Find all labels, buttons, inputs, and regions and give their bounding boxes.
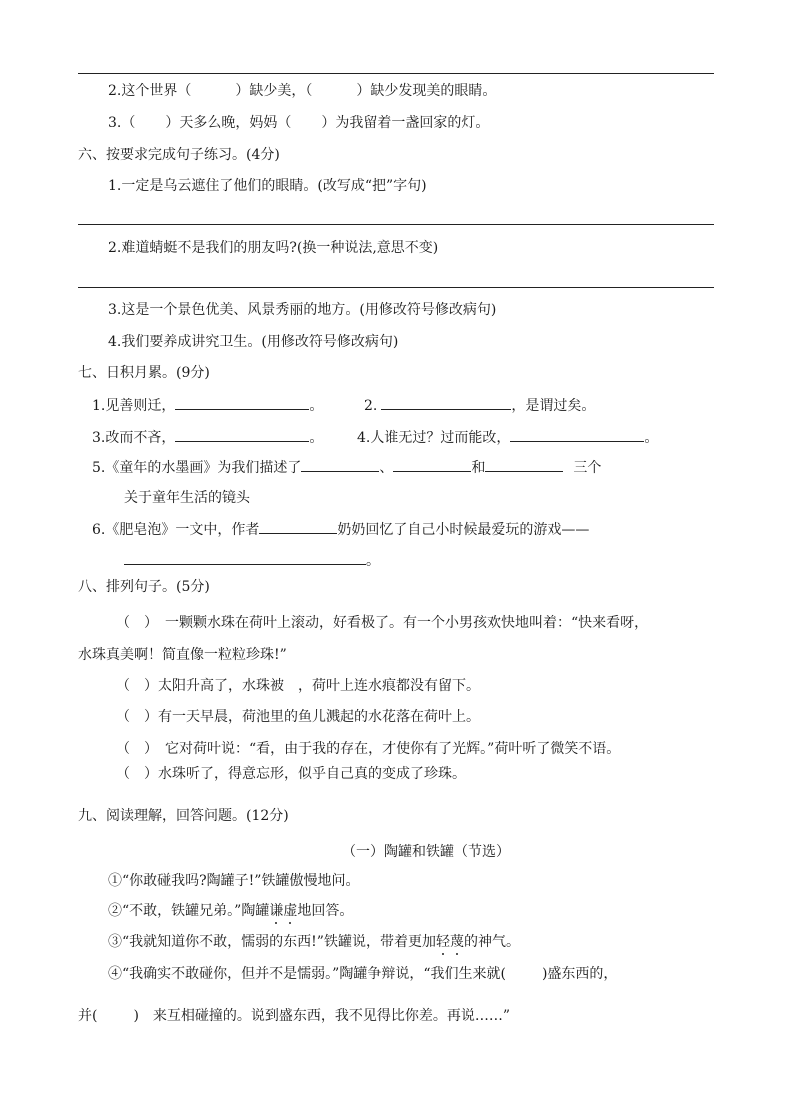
- section8-title: 八、排列句子。(5分): [78, 579, 210, 595]
- section7-q5: 5.《童年的水墨画》为我们描述了 、 和 三个: [92, 457, 601, 478]
- answer-line-q1[interactable]: [78, 224, 714, 225]
- blank[interactable]: [393, 457, 471, 472]
- section7-q4: 4.人谁无过？过而能改， 。: [357, 427, 658, 448]
- passage-p5: 并( ) 来互相碰撞的。说到盛东西，我不见得比你差。再说……”: [78, 1008, 511, 1024]
- blank[interactable]: [485, 457, 563, 472]
- section8-s1: （ ） 一颗颗水珠在荷叶上滚动，好看极了。有一个小男孩欢快地叫着：“快来看呀，: [116, 615, 649, 631]
- section6-q1: 1.一定是乌云遮住了他们的眼睛。(改写成“把”字句): [108, 178, 427, 194]
- blank[interactable]: [510, 427, 644, 442]
- blank[interactable]: [175, 427, 309, 442]
- section6-q3: 3.这是一个景色优美、风景秀丽的地方。(用修改符号修改病句): [108, 302, 497, 318]
- blank[interactable]: [381, 395, 511, 410]
- section7-q5-cont: 关于童年生活的镜头: [124, 490, 250, 506]
- section7-q1: 1.见善则迁， 。: [92, 395, 323, 416]
- section8-s5: （ ）水珠听了，得意忘形，似乎自己真的变成了珍珠。: [116, 766, 466, 782]
- section6-q2: 2.难道蜻蜓不是我们的朋友吗?(换一种说法,意思不变): [108, 240, 439, 256]
- passage-p3: ③“我就知道你不敢，懦弱的东西!”铁罐说，带着更加轻蔑的神气。: [108, 934, 520, 950]
- section8-s1-cont: 水珠真美啊！简直像一粒粒珍珠!”: [78, 647, 287, 663]
- section8-s2: （ ）太阳升高了，水珠被 ，荷叶上连水痕都没有留下。: [116, 678, 480, 694]
- fill-q2: 2.这个世界（ ）缺少美，（ ）缺少发现美的眼睛。: [108, 83, 497, 99]
- blank[interactable]: [124, 550, 366, 565]
- passage-p4: ④“我确实不敢碰你，但并不是懦弱。”陶罐争辩说，“我们生来就( )盛东西的，: [108, 966, 618, 982]
- passage-p2: ②“不敢，铁罐兄弟。”陶罐谦虚地回答。: [108, 903, 354, 919]
- section7-q6: 6.《肥皂泡》一文中，作者 奶奶回忆了自己小时候最爱玩的游戏——: [92, 519, 589, 540]
- passage-title: （一）陶罐和铁罐（节选）: [342, 844, 510, 860]
- section9-title: 九、阅读理解，回答问题。(12分): [78, 808, 289, 824]
- section7-q3: 3.改而不吝， 。: [92, 427, 323, 448]
- fill-q3: 3.（ ）天多么晚，妈妈（ ）为我留着一盏回家的灯。: [108, 115, 490, 131]
- section7-q6-cont: 。: [124, 550, 380, 571]
- blank[interactable]: [301, 457, 379, 472]
- top-divider: [78, 73, 714, 74]
- section8-s3: （ ）有一天早晨，荷池里的鱼儿溅起的水花落在荷叶上。: [116, 709, 480, 725]
- passage-p1: ①“你敢碰我吗?陶罐子!”铁罐傲慢地问。: [108, 873, 360, 889]
- section7-q2: 2. ，是谓过矣。: [364, 395, 595, 416]
- section6-title: 六、按要求完成句子练习。(4分): [78, 147, 280, 163]
- blank[interactable]: [259, 519, 337, 534]
- answer-line-q2[interactable]: [78, 287, 714, 288]
- blank[interactable]: [175, 395, 309, 410]
- section7-title: 七、日积月累。(9分): [78, 365, 210, 381]
- section6-q4: 4.我们要养成讲究卫生。(用修改符号修改病句): [108, 334, 399, 350]
- section8-s4: （ ） 它对荷叶说：“看，由于我的存在，才使你有了光辉。”荷叶听了微笑不语。: [116, 741, 621, 757]
